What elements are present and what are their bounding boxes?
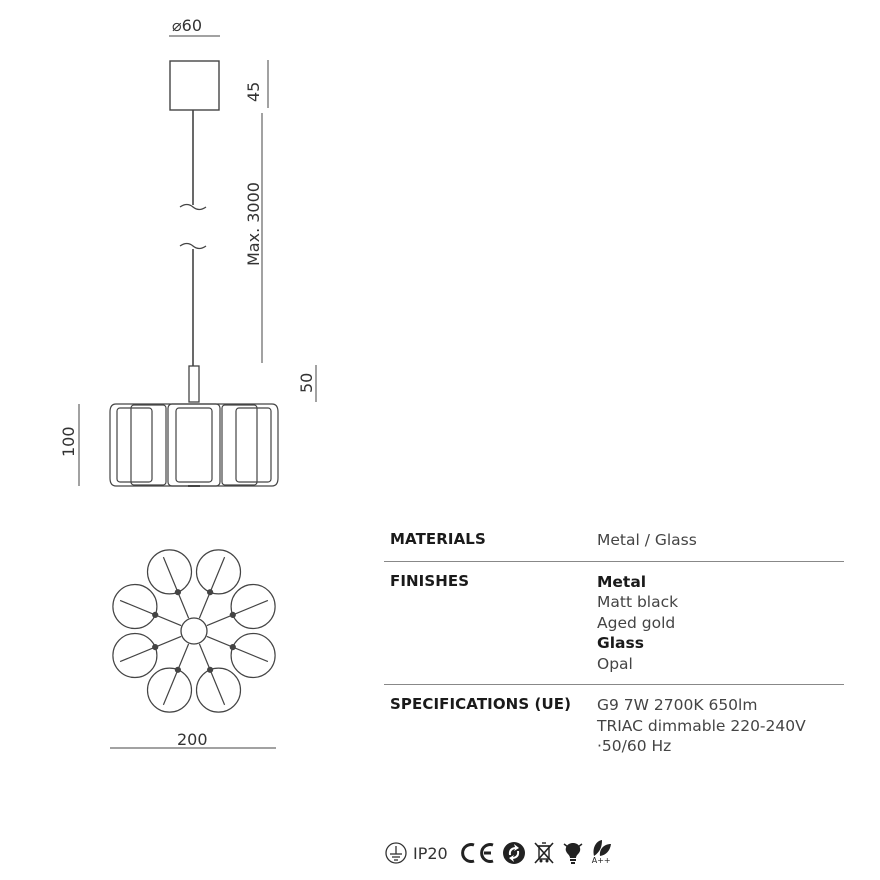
spec-line: Aged gold xyxy=(597,613,676,632)
petal-clip xyxy=(153,645,158,650)
spec-row-materials xyxy=(384,520,844,562)
spec-label: FINISHES xyxy=(390,571,470,590)
spec-line: Matt black xyxy=(597,593,679,611)
energy-label-group xyxy=(590,838,616,868)
shade-width-label: 200 xyxy=(177,730,208,749)
cable-length-label: Max. 3000 xyxy=(244,182,263,266)
spec-line: ·50/60 Hz xyxy=(597,737,672,755)
shade-side-view xyxy=(110,404,278,486)
spec-row-specifications xyxy=(384,685,844,767)
weee-bin-icon xyxy=(532,840,556,866)
ground-symbol-icon xyxy=(385,842,407,864)
spec-value xyxy=(597,572,838,675)
stem-height-label: 50 xyxy=(297,372,316,393)
finish-group-title: Metal xyxy=(597,572,647,591)
canopy xyxy=(170,61,219,110)
canopy-diameter-label: ⌀60 xyxy=(172,16,202,35)
spec-label: MATERIALS xyxy=(390,530,486,548)
canopy-height-label: 45 xyxy=(244,81,263,102)
petal-clip xyxy=(175,667,180,672)
spec-table xyxy=(384,520,844,767)
spec-line: G9 7W 2700K 650lm xyxy=(597,696,758,714)
center-hub xyxy=(181,618,207,644)
stem xyxy=(189,366,199,402)
ip-rating-label: IP20 xyxy=(413,843,448,863)
shade-top-view xyxy=(113,550,275,712)
petal-clip xyxy=(175,590,180,595)
spec-row-finishes xyxy=(384,562,844,686)
finish-group-title: Glass xyxy=(597,634,644,652)
certification-bar xyxy=(385,838,616,868)
shade-height-label: 100 xyxy=(59,426,78,457)
spec-value xyxy=(597,695,838,757)
petal-clip xyxy=(230,612,235,617)
petal-clip xyxy=(230,645,235,650)
spec-line: Opal xyxy=(597,654,633,673)
energy-class-label: A++ xyxy=(591,856,611,865)
recycle-icon xyxy=(502,841,526,865)
spec-value xyxy=(597,530,838,551)
energy-leaf-icon xyxy=(590,838,614,858)
spec-line: Metal / Glass xyxy=(597,531,697,549)
spec-label: SPECIFICATIONS (UE) xyxy=(390,695,572,713)
petal-clip xyxy=(208,667,213,672)
ce-mark-icon xyxy=(458,842,496,864)
petal-clip xyxy=(153,612,158,617)
spec-line: TRIAC dimmable 220-240V xyxy=(597,716,806,735)
bulb-icon xyxy=(562,840,584,866)
petal-clip xyxy=(208,590,213,595)
